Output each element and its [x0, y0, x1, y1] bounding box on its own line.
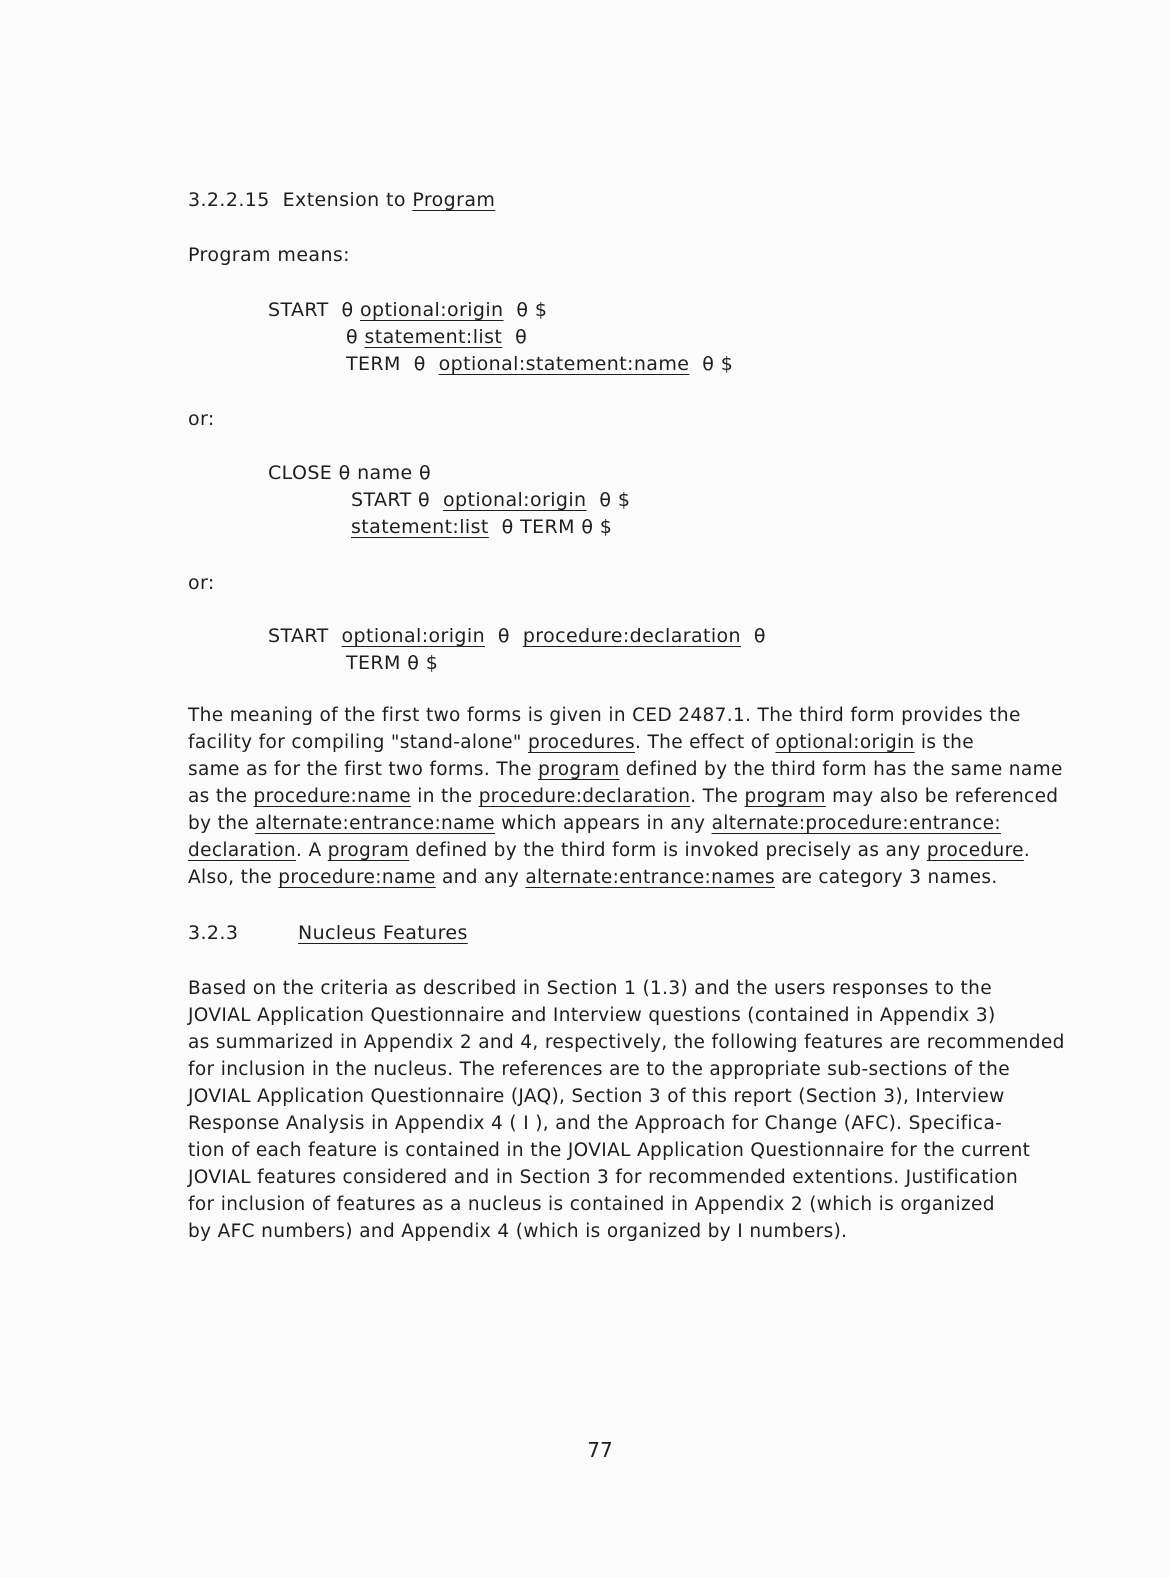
para2-line: by AFC numbers) and Appendix 4 (which is organized by I numbers).	[188, 1221, 848, 1242]
para1-line2: facility for compiling "stand-alone" procedures. The effect of optional:origin is the	[188, 732, 974, 753]
para2-line: Based on the criteria as described in Section 1 (1.3) and the users responses to the	[188, 978, 992, 999]
term-procedures: procedures	[528, 732, 636, 753]
term-alternate-entrance-name: alternate:entrance:name	[255, 813, 495, 834]
term-declaration: declaration	[188, 840, 297, 861]
term-procedure-declaration: procedure:declaration	[522, 625, 741, 647]
term-procedure-declaration: procedure:declaration	[478, 786, 691, 807]
form3-line2: TERM θ $	[346, 652, 439, 674]
para2-line: JOVIAL features considered and in Section 3 for recommended extentions. Justification	[188, 1167, 1019, 1188]
keyword-term: TERM	[346, 353, 401, 375]
form3-line1	[268, 623, 766, 649]
term-program: program	[327, 840, 410, 861]
section-number: 3.2.3	[188, 922, 239, 944]
para1-line6: declaration. A program defined by the third form is invoked precisely as any procedure.	[188, 840, 1031, 861]
form1-line1-tail: θ $	[516, 299, 548, 321]
para1-line1: The meaning of the first two forms is given in CED 2487.1. The third form provides the	[188, 705, 1021, 726]
section-title: Nucleus Features	[298, 922, 468, 944]
term-statement-list: statement:list	[351, 516, 489, 538]
keyword-start: START	[268, 299, 329, 321]
page-number: 77	[587, 1438, 613, 1462]
form2-line2-tail: θ $	[599, 489, 631, 511]
theta-symbol: θ	[497, 625, 510, 647]
keyword-start: START θ	[351, 489, 431, 511]
term-optional-origin: optional:origin	[360, 299, 504, 321]
theta-symbol: θ	[753, 625, 766, 647]
para1-line4: as the procedure:name in the procedure:declaration. The program may also be referenced	[188, 786, 1059, 807]
or-separator-2: or:	[188, 572, 215, 594]
term-optional-origin: optional:origin	[442, 489, 587, 511]
theta-symbol: θ	[341, 299, 354, 321]
term-optional-origin: optional:origin	[775, 732, 915, 753]
intro-text: Program means:	[188, 244, 350, 266]
form2-line2	[351, 487, 630, 513]
form1-line3	[346, 351, 733, 377]
section-heading-3-2-2-15	[188, 187, 495, 213]
form2-line3-tail: θ TERM θ $	[501, 516, 613, 538]
term-optional-statement-name: optional:statement:name	[438, 353, 690, 375]
term-statement-list: statement:list	[364, 326, 503, 348]
para2-line: as summarized in Appendix 2 and 4, respectively, the following features are recommended	[188, 1032, 1065, 1053]
theta-symbol: θ	[346, 326, 359, 348]
section-title-term: Program	[412, 189, 496, 211]
para1-line3: same as for the first two forms. The program defined by the third form has the same name	[188, 759, 1063, 780]
para2-line: for inclusion of features as a nucleus is contained in Appendix 2 (which is organized	[188, 1194, 995, 1215]
para2-line: tion of each feature is contained in the JOVIAL Application Questionnaire for the current	[188, 1140, 1031, 1161]
term-procedure: procedure	[926, 840, 1024, 861]
term-alternate-entrance-names: alternate:entrance:names	[525, 867, 775, 888]
theta-symbol: θ	[515, 326, 528, 348]
para2-line: JOVIAL Application Questionnaire and Interview questions (contained in Appendix 3)	[188, 1005, 996, 1026]
para2-line: JOVIAL Application Questionnaire (JAQ), Section 3 of this report (Section 3), Interview	[188, 1086, 1005, 1107]
section-number: 3.2.2.15	[188, 189, 270, 211]
term-procedure-name: procedure:name	[278, 867, 436, 888]
form1-line1	[268, 297, 547, 323]
form2-line1: CLOSE θ name θ	[268, 462, 432, 484]
term-program: program	[744, 786, 826, 807]
section-title-prefix: Extension to	[282, 189, 406, 211]
para2-line: for inclusion in the nucleus. The references are to the appropriate sub-sections of the	[188, 1059, 1010, 1080]
keyword-start: START	[268, 625, 329, 647]
para1-line7: Also, the procedure:name and any alternate:entrance:names are category 3 names.	[188, 867, 998, 888]
form1-line2	[346, 324, 527, 350]
or-separator-1: or:	[188, 408, 215, 430]
term-program: program	[538, 759, 620, 780]
form2-line3	[351, 514, 612, 540]
theta-symbol: θ	[413, 353, 426, 375]
term-alternate-procedure-entrance: alternate:procedure:entrance:	[711, 813, 1001, 834]
form1-line3-tail: θ $	[702, 353, 734, 375]
para1-line5: by the alternate:entrance:name which appears in any alternate:procedure:entrance:	[188, 813, 1001, 834]
term-optional-origin: optional:origin	[341, 625, 486, 647]
section-heading-3-2-3	[188, 920, 468, 946]
term-procedure-name: procedure:name	[253, 786, 412, 807]
para2-line: Response Analysis in Appendix 4 ( I ), and the Approach for Change (AFC). Specifica-	[188, 1113, 1003, 1134]
